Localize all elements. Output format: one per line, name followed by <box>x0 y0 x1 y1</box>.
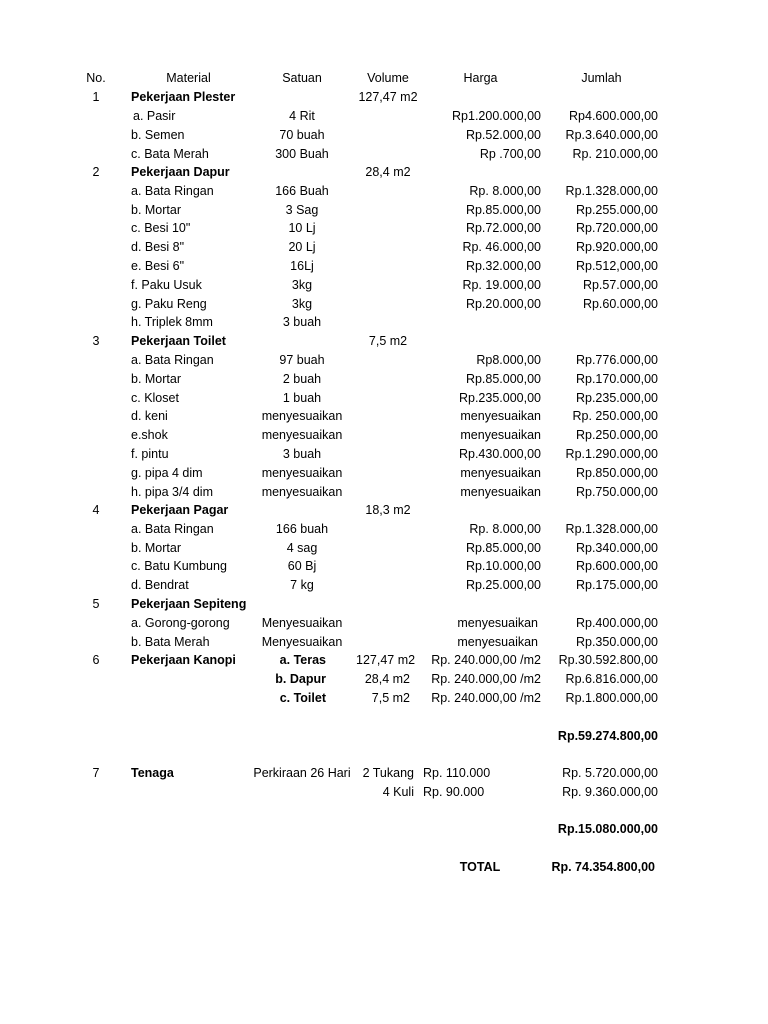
header-satuan: Satuan <box>282 71 322 85</box>
item-harga: Rp. 46.000,00 <box>462 240 541 254</box>
subtotal-row <box>0 820 768 839</box>
item-jumlah: Rp.1.328.000,00 <box>565 184 658 198</box>
item-row <box>0 614 768 633</box>
item-row <box>0 389 768 408</box>
item-harga: Rp.430.000,00 <box>458 447 541 461</box>
item-harga: Rp8.000,00 <box>476 353 541 367</box>
item-harga: Rp. 110.000 <box>423 766 491 780</box>
item-harga: Rp. 240.000,00 /m2 <box>431 691 541 705</box>
item-name: a. Pasir <box>133 109 176 123</box>
section-number: 1 <box>92 90 100 104</box>
item-row <box>0 576 768 595</box>
item-jumlah: Rp.250.000,00 <box>575 428 658 442</box>
item-row <box>0 783 768 802</box>
item-harga: Rp. 8.000,00 <box>469 522 541 536</box>
item-row <box>0 445 768 464</box>
item-volume: 2 Tukang <box>362 766 414 780</box>
section-row <box>0 163 768 182</box>
section-title: Pekerjaan Plester <box>131 90 236 104</box>
item-satuan: 16Lj <box>290 259 314 273</box>
subtotal-row <box>0 727 768 746</box>
total-value: Rp. 74.354.800,00 <box>551 860 655 874</box>
item-row <box>0 520 768 539</box>
section-title: Pekerjaan Dapur <box>131 165 230 179</box>
section-volume: 28,4 m2 <box>365 165 411 179</box>
section-number: 4 <box>92 503 100 517</box>
item-jumlah: Rp.350.000,00 <box>575 635 658 649</box>
total-row <box>0 858 768 877</box>
section-title: Pekerjaan Pagar <box>131 503 229 517</box>
item-harga: Rp1.200.000,00 <box>452 109 541 123</box>
item-jumlah: Rp.175.000,00 <box>575 578 658 592</box>
item-row <box>0 295 768 314</box>
item-jumlah: Rp.920.000,00 <box>575 240 658 254</box>
header-harga: Harga <box>463 71 498 85</box>
item-jumlah: Rp.720.000,00 <box>575 221 658 235</box>
item-row <box>0 201 768 220</box>
item-row <box>0 107 768 126</box>
item-satuan: 3 Sag <box>285 203 319 217</box>
item-name: c. Batu Kumbung <box>131 559 227 573</box>
item-name: c. Kloset <box>131 391 179 405</box>
item-row <box>0 483 768 502</box>
item-row <box>0 313 768 332</box>
item-harga: Rp. 8.000,00 <box>469 184 541 198</box>
item-name: c. Bata Merah <box>131 147 209 161</box>
item-harga: Rp. 90.000 <box>423 785 485 799</box>
kanopi-area: a. Teras <box>279 653 326 667</box>
item-name: h. Triplek 8mm <box>131 315 213 329</box>
item-satuan: 60 Bj <box>287 559 317 573</box>
item-satuan: 70 buah <box>279 128 325 142</box>
section-title: Pekerjaan Sepiteng <box>131 597 247 611</box>
item-name: e.shok <box>131 428 168 442</box>
section-row <box>0 595 768 614</box>
section-row <box>0 88 768 107</box>
item-row <box>0 670 768 689</box>
item-volume: 4 Kuli <box>382 785 414 799</box>
item-name: d. Bendrat <box>131 578 189 592</box>
section-title: Pekerjaan Toilet <box>131 334 226 348</box>
header-jumlah: Jumlah <box>581 71 622 85</box>
item-name: d. keni <box>131 409 168 423</box>
section-volume: 18,3 m2 <box>365 503 411 517</box>
item-row <box>0 351 768 370</box>
item-satuan: 3kg <box>291 278 313 292</box>
item-satuan: 7 kg <box>290 578 314 592</box>
item-jumlah: Rp4.600.000,00 <box>569 109 658 123</box>
item-jumlah: Rp.1.290.000,00 <box>565 447 658 461</box>
item-jumlah: Rp.57.000,00 <box>582 278 658 292</box>
item-jumlah: Rp.850.000,00 <box>575 466 658 480</box>
section-number: 2 <box>92 165 100 179</box>
item-name: b. Bata Merah <box>131 635 210 649</box>
item-satuan: 4 Rit <box>289 109 315 123</box>
section-number: 7 <box>92 766 100 780</box>
item-harga: menyesuaikan <box>457 616 538 630</box>
section-row <box>0 501 768 520</box>
item-jumlah: Rp.235.000,00 <box>575 391 658 405</box>
item-row <box>0 219 768 238</box>
item-jumlah: Rp.512,000,00 <box>575 259 658 273</box>
item-harga: Rp.20.000,00 <box>465 297 541 311</box>
header-row <box>0 69 768 88</box>
section-number: 3 <box>92 334 100 348</box>
item-name: c. Besi 10" <box>131 221 191 235</box>
item-satuan: 1 buah <box>282 391 322 405</box>
item-name: b. Mortar <box>131 372 182 386</box>
item-satuan: menyesuaikan <box>261 409 343 423</box>
item-row <box>0 689 768 708</box>
section-volume: 7,5 m2 <box>368 334 408 348</box>
item-jumlah: Rp.1.800.000,00 <box>565 691 658 705</box>
item-harga: Rp.235.000,00 <box>458 391 541 405</box>
item-row <box>0 238 768 257</box>
header-volume: Volume <box>367 71 409 85</box>
item-row <box>0 426 768 445</box>
item-name: a. Bata Ringan <box>131 522 214 536</box>
item-harga: Rp. 240.000,00 /m2 <box>431 653 541 667</box>
item-jumlah: Rp.1.328.000,00 <box>565 522 658 536</box>
section-number: 6 <box>92 653 100 667</box>
item-jumlah: Rp.750.000,00 <box>575 485 658 499</box>
item-harga: Rp.85.000,00 <box>465 203 541 217</box>
item-harga: Rp. 19.000,00 <box>462 278 541 292</box>
item-row <box>0 145 768 164</box>
item-satuan: 97 buah <box>279 353 325 367</box>
item-jumlah: Rp.776.000,00 <box>575 353 658 367</box>
subtotal-material: Rp.59.274.800,00 <box>557 729 658 743</box>
item-satuan: 3kg <box>291 297 313 311</box>
item-satuan: 10 Lj <box>288 221 316 235</box>
item-satuan: menyesuaikan <box>261 428 343 442</box>
item-row <box>0 557 768 576</box>
item-name: g. Paku Reng <box>131 297 207 311</box>
item-name: a. Bata Ringan <box>131 184 214 198</box>
item-row <box>0 126 768 145</box>
item-harga: Rp. 240.000,00 /m2 <box>431 672 541 686</box>
item-harga: Rp .700,00 <box>479 147 541 161</box>
item-row <box>0 407 768 426</box>
item-satuan: 166 Buah <box>275 184 329 198</box>
item-satuan: 3 buah <box>282 447 322 461</box>
item-satuan: Menyesuaikan <box>261 616 343 630</box>
item-harga: Rp.25.000,00 <box>465 578 541 592</box>
item-satuan: 3 buah <box>282 315 322 329</box>
item-volume: 7,5 m2 <box>371 691 410 705</box>
item-volume: 28,4 m2 <box>364 672 410 686</box>
item-jumlah: Rp. 5.720.000,00 <box>562 766 658 780</box>
item-harga: Rp.72.000,00 <box>465 221 541 235</box>
item-row <box>0 276 768 295</box>
item-jumlah: Rp.6.816.000,00 <box>565 672 658 686</box>
item-satuan: menyesuaikan <box>261 466 343 480</box>
item-jumlah: Rp.600.000,00 <box>575 559 658 573</box>
item-harga: menyesuaikan <box>460 428 541 442</box>
item-harga: Rp.52.000,00 <box>465 128 541 142</box>
section-row <box>0 332 768 351</box>
item-jumlah: Rp.400.000,00 <box>575 616 658 630</box>
item-volume: 127,47 m2 <box>356 653 416 667</box>
item-name: f. Paku Usuk <box>131 278 202 292</box>
item-row <box>0 182 768 201</box>
item-harga: menyesuaikan <box>457 635 538 649</box>
item-row <box>0 257 768 276</box>
item-harga: menyesuaikan <box>460 485 541 499</box>
item-name: h. pipa 3/4 dim <box>131 485 213 499</box>
section-row <box>0 764 768 783</box>
item-harga: Rp.10.000,00 <box>465 559 541 573</box>
item-satuan: Perkiraan 26 Hari <box>253 766 351 780</box>
item-row <box>0 539 768 558</box>
item-harga: Rp.85.000,00 <box>465 541 541 555</box>
item-row <box>0 633 768 652</box>
section-volume: 127,47 m2 <box>358 90 418 104</box>
section-number: 5 <box>92 597 100 611</box>
item-jumlah: Rp.255.000,00 <box>575 203 658 217</box>
item-name: d. Besi 8" <box>131 240 185 254</box>
header-material: Material <box>166 71 211 85</box>
item-satuan: 2 buah <box>282 372 322 386</box>
subtotal-tenaga: Rp.15.080.000,00 <box>557 822 658 836</box>
kanopi-area: b. Dapur <box>275 672 326 686</box>
section-row <box>0 651 768 670</box>
item-row <box>0 464 768 483</box>
item-name: e. Besi 6" <box>131 259 185 273</box>
item-name: a. Bata Ringan <box>131 353 214 367</box>
kanopi-area: c. Toilet <box>279 691 326 705</box>
item-name: f. pintu <box>131 447 169 461</box>
section-title: Pekerjaan Kanopi <box>131 653 236 667</box>
item-harga: Rp.85.000,00 <box>465 372 541 386</box>
item-satuan: 300 Buah <box>275 147 329 161</box>
item-name: g. pipa 4 dim <box>131 466 203 480</box>
item-satuan: 4 sag <box>286 541 318 555</box>
item-jumlah: Rp. 210.000,00 <box>572 147 658 161</box>
item-jumlah: Rp. 9.360.000,00 <box>562 785 658 799</box>
item-name: b. Semen <box>131 128 185 142</box>
item-row <box>0 370 768 389</box>
total-label: TOTAL <box>459 860 501 874</box>
item-harga: Rp.32.000,00 <box>465 259 541 273</box>
item-satuan: 20 Lj <box>288 240 316 254</box>
item-jumlah: Rp.30.592.800,00 <box>558 653 658 667</box>
header-no: No. <box>86 71 106 85</box>
section-title: Tenaga <box>131 766 174 780</box>
item-satuan: 166 buah <box>275 522 329 536</box>
item-satuan: Menyesuaikan <box>261 635 343 649</box>
item-harga: menyesuaikan <box>460 466 541 480</box>
item-jumlah: Rp.3.640.000,00 <box>565 128 658 142</box>
item-jumlah: Rp.340.000,00 <box>575 541 658 555</box>
item-harga: menyesuaikan <box>460 409 541 423</box>
item-jumlah: Rp.60.000,00 <box>582 297 658 311</box>
item-name: b. Mortar <box>131 541 182 555</box>
item-satuan: menyesuaikan <box>261 485 343 499</box>
item-name: b. Mortar <box>131 203 182 217</box>
item-name: a. Gorong-gorong <box>131 616 230 630</box>
item-jumlah: Rp.170.000,00 <box>575 372 658 386</box>
item-jumlah: Rp. 250.000,00 <box>572 409 658 423</box>
